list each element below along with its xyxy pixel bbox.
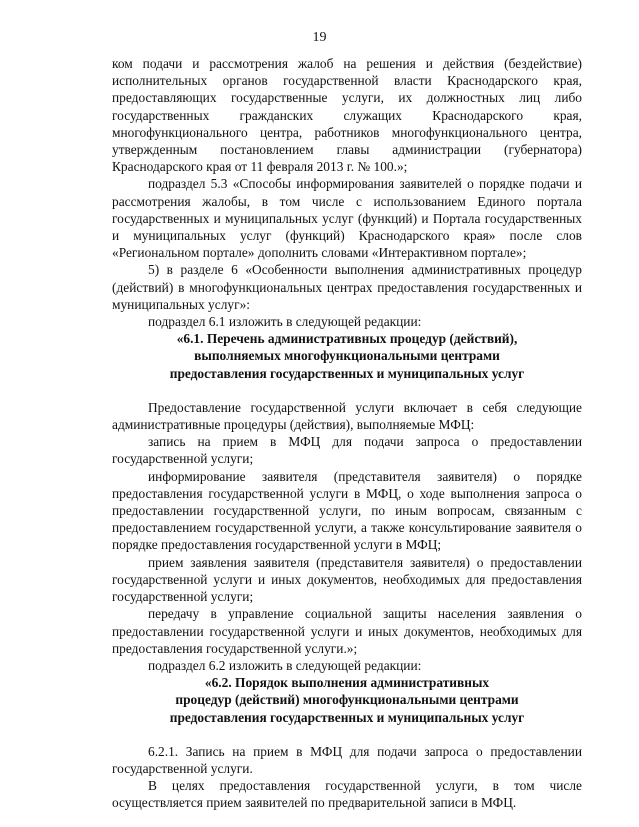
document-body [112,55,582,812]
spacer [112,726,582,743]
heading-6-1 [112,330,582,382]
heading-6-2 [112,674,582,726]
paragraph-complaint-procedure-tail: ком подачи и рассмотрения жалоб на решения и действия (бездействие) исполнительных органов государственной власти Краснодарского края, предоставляющих государственные услуги, их должностных лиц либо государственных гражданских служащих Краснодарского края, многофункционального центра, работников многофункционального центра, утвержденным постановлением главы администрации (губернатора) Краснодарского края от 11 февраля 2013 г. № 100.»; [112,56,582,175]
heading-6-1-line-2: выполняемых многофункциональными центрами [194,348,500,364]
paragraph-subsection-5-3: подраздел 5.3 «Способы информирования заявителей о порядке подачи и рассмотрения жалобы, в том числе с использованием Единого портала государственных и муниципальных услуг (функций) и Портала государственных и муниципальных услуг (функций) Краснодарского края» после слов «Региональном портале» дополнить словами «Интерактивном портале»; [112,176,582,261]
paragraph-procedure-application-intake: прием заявления заявителя (представителя заявителя) о предоставлении государственной услуги и иных документов, необходимых для предоставления государственной услуги; [112,554,582,605]
spacer [112,382,582,399]
paragraph-section-6-amendment: 5) в разделе 6 «Особенности выполнения административных процедур (действий) в многофункциональных центрах предоставления государственных и муниципальных услуг»: [112,262,582,312]
heading-6-2-line-3: предоставления государственных и муниципальных услуг [169,709,525,725]
paragraph-pre-registration: В целях предоставления государственной услуги, в том числе осуществляется прием заявителей по предварительной записи в МФЦ. [112,778,582,811]
page-number: 19 [312,30,327,45]
heading-6-2-line-2: процедур (действий) многофункциональными центрами [175,692,519,708]
heading-6-2-line-1: «6.2. Порядок выполнения административных [204,675,490,691]
paragraph-subsection-6-2-intro: подраздел 6.2 изложить в следующей редакции: [148,657,422,673]
paragraph-procedure-transfer: передачу в управление социальной защиты населения заявления о предоставлении государственной услуги и иных документов, необходимых для предоставления государственной услуги.»; [112,606,582,656]
paragraph-procedures-intro: Предоставление государственной услуги включает в себя следующие административные процедуры (действия), выполняемые МФЦ: [112,399,582,433]
paragraph-procedure-appointment: запись на прием в МФЦ для подачи запроса о предоставлении государственной услуги; [112,434,582,467]
heading-6-1-line-1: «6.1. Перечень административных процедур (действий), [176,331,518,347]
paragraph-subsection-6-1-intro: подраздел 6.1 изложить в следующей редакции: [148,314,422,330]
heading-6-1-line-3: предоставления государственных и муниципальных услуг [169,365,525,381]
paragraph-procedure-informing: информирование заявителя (представителя заявителя) о порядке предоставления государственной услуги в МФЦ, о ходе выполнения запроса о предоставлении государственной услуги, по иным вопросам, связанным с предоставлением государственной услуги, а также консультирование заявителя о порядке предоставления государственной услуги в МФЦ; [112,468,582,553]
paragraph-6-2-1: 6.2.1. Запись на прием в МФЦ для подачи запроса о предоставлении государственной услуги. [112,743,582,776]
